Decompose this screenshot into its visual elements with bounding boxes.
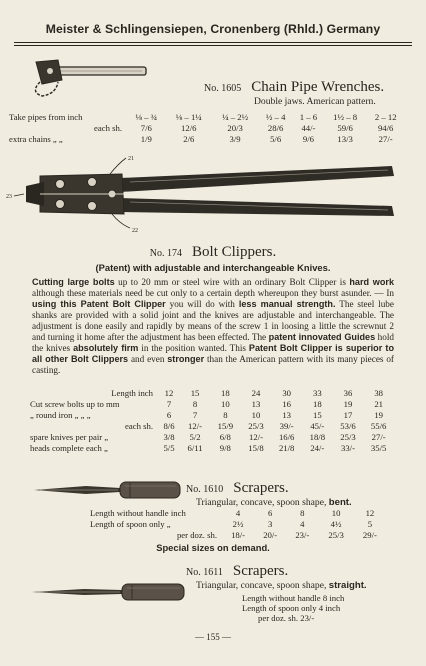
table-row — [30, 442, 394, 453]
table-cell: 16 — [282, 398, 292, 409]
table-cell: ⅛ – 1¼ — [175, 111, 202, 122]
table-cell: 6/11 — [187, 442, 203, 453]
table-cell: 4 — [300, 518, 305, 529]
table-cell: 27/- — [371, 431, 386, 442]
clipper-title — [0, 243, 426, 261]
emphasis-text: patent innovated Guides — [268, 332, 376, 342]
bolt-clipper-illustration — [0, 152, 426, 252]
table-cell: 19 — [343, 398, 353, 409]
row-label: each sh. — [125, 420, 153, 431]
table-cell: 18 — [312, 398, 322, 409]
table-cell: 3/8 — [163, 431, 175, 442]
row-label: Length of spoon only „ — [90, 518, 171, 529]
clipper-subtitle: (Patent) with adjustable and interchangeable Knives. — [95, 262, 331, 273]
scraper-table-body — [90, 507, 386, 540]
clipper-table-body — [30, 387, 394, 453]
take-pipes-label: Take pipes from inch — [9, 111, 83, 122]
body-text: although these materials need be cut only to a certain depth whereupon they burst asunder. — In — [32, 288, 394, 298]
scraper-straight-price: per doz. sh. 23/- — [258, 613, 315, 623]
scraper-straight-illustration — [28, 580, 198, 604]
table-cell: 12 — [164, 387, 174, 398]
table-cell: 59/6 — [337, 122, 353, 133]
table-cell: 18/- — [231, 529, 246, 540]
body-text: in the position wanted. This — [138, 343, 249, 353]
table-cell: 53/6 — [340, 420, 356, 431]
table-cell: ½ – 4 — [265, 111, 286, 122]
row-label: „ round iron „ „ „ — [30, 409, 91, 420]
table-cell: 7/6 — [140, 122, 152, 133]
table-cell: 10 — [221, 398, 230, 409]
body-text: and even — [128, 354, 168, 364]
row-label: per doz. sh. — [176, 529, 217, 540]
table-cell: 38 — [374, 387, 383, 398]
subtitle-text: Triangular, concave, spoon shape, — [196, 497, 329, 508]
scraper-bent-number: No. 1610 — [186, 484, 224, 495]
table-cell: 45/- — [310, 420, 325, 431]
table-cell: 13 — [282, 409, 292, 420]
scraper-straight-length: Length without handle 8 inch — [242, 593, 345, 603]
table-cell: 9/6 — [302, 133, 314, 144]
scraper-bent-table — [90, 507, 386, 540]
wrench-title — [204, 78, 384, 96]
table-cell: ¼ – 2½ — [222, 111, 249, 122]
table-row — [90, 507, 386, 518]
table-cell: 25/3 — [328, 529, 344, 540]
table-row — [30, 431, 394, 442]
table-cell: 16/6 — [278, 431, 295, 442]
emphasis-text: using this Patent Bolt Clipper — [32, 299, 166, 309]
wrench-subtitle: Double jaws. American pattern. — [254, 96, 376, 107]
page-number: — 155 — — [195, 632, 231, 642]
table-row — [9, 133, 405, 144]
table-cell: 13/3 — [337, 133, 353, 144]
scraper-straight-number: No. 1611 — [186, 567, 223, 578]
table-cell: 15/9 — [217, 420, 234, 431]
table-cell: 36 — [343, 387, 353, 398]
scraper-bent-title — [186, 479, 289, 497]
table-cell: 15/8 — [248, 442, 264, 453]
table-cell: 24/- — [310, 442, 325, 453]
table-cell: 18/8 — [309, 431, 326, 442]
emphasis-text: hard work — [349, 277, 394, 287]
table-cell: 18 — [221, 387, 230, 398]
row-label: Cut screw bolts up to mm — [30, 398, 120, 409]
table-cell: 3/9 — [229, 133, 241, 144]
table-cell: 2/6 — [183, 133, 195, 144]
table-row — [30, 398, 394, 409]
figure-label-top: 21 — [128, 156, 134, 162]
table-row — [9, 122, 405, 133]
table-row — [90, 529, 386, 540]
table-cell: 20/- — [263, 529, 278, 540]
body-text: The steel lube shanks are provided with a solid joint and the knives are adjustable and interchangeable. The adjustment is done easily and rapidly by means of the screw 1 in loosing a little the screwnut 2 and turning it home after the adjustment has been effected. The — [32, 299, 394, 342]
table-cell: 94/6 — [377, 122, 394, 133]
table-cell: 12 — [365, 507, 375, 518]
table-cell: 12/6 — [181, 122, 197, 133]
clipper-description — [32, 277, 394, 376]
body-text: hold the knives — [32, 332, 395, 353]
table-cell: 5/2 — [189, 431, 201, 442]
table-cell: 21/8 — [278, 442, 295, 453]
table-cell: 30 — [282, 387, 292, 398]
emphasis-text: stronger — [167, 354, 205, 364]
row-label: each sh. — [94, 122, 122, 133]
table-row — [9, 111, 405, 122]
table-cell: 55/6 — [370, 420, 387, 431]
table-cell: 2 – 12 — [374, 111, 397, 122]
table-cell: 7 — [166, 398, 172, 409]
table-cell: 15 — [312, 409, 322, 420]
table-cell: 25/3 — [340, 431, 356, 442]
table-cell: 33/- — [340, 442, 355, 453]
table-cell: 23/- — [295, 529, 310, 540]
subtitle-emphasis: straight. — [328, 580, 367, 591]
table-cell: 21 — [374, 398, 383, 409]
page-header: Meister & Schlingensiepen, Cronenberg (Rhld.) Germany — [45, 22, 381, 36]
table-cell: 19 — [374, 409, 383, 420]
table-row — [30, 409, 394, 420]
scraper-straight-name: Scrapers. — [232, 563, 289, 579]
table-cell: 1 – 6 — [299, 111, 318, 122]
scraper-bent-name: Scrapers. — [233, 480, 289, 496]
table-cell: 29/- — [362, 529, 377, 540]
body-text: you will do with — [165, 299, 239, 309]
table-cell: 12/- — [249, 431, 264, 442]
header-rule — [14, 42, 412, 43]
table-cell: 28/6 — [267, 122, 284, 133]
header-rule-thin — [14, 45, 412, 46]
table-cell: 20/3 — [227, 122, 243, 133]
table-cell: 8 — [192, 398, 198, 409]
special-sizes-note: Special sizes on demand. — [156, 542, 270, 553]
row-label: Length inch — [111, 387, 153, 398]
table-cell: 35/5 — [370, 442, 387, 453]
table-cell: 8/6 — [163, 420, 175, 431]
emphasis-text: Patent Bolt Clipper is superior to all other Bolt Clippers — [32, 343, 394, 364]
table-cell: 7 — [192, 409, 198, 420]
table-cell: ⅛ – ¾ — [135, 111, 158, 122]
table-cell: 9/8 — [219, 442, 231, 453]
table-cell: 24 — [251, 387, 261, 398]
table-cell: 1/9 — [140, 133, 152, 144]
table-cell: 4 — [235, 507, 241, 518]
table-cell: 5 — [367, 518, 373, 529]
row-label: extra chains „ „ — [9, 133, 63, 144]
table-cell: 8 — [223, 409, 228, 420]
table-cell: 1½ – 8 — [333, 111, 358, 122]
clipper-number: No. 174 — [149, 248, 183, 259]
subtitle-text: Triangular, concave, spoon shape, — [196, 580, 329, 591]
scraper-bent-illustration — [30, 478, 200, 502]
table-cell: 15 — [190, 387, 200, 398]
wrench-number: No. 1605 — [204, 83, 242, 94]
table-cell: 27/- — [378, 133, 393, 144]
row-label: Length without handle inch — [90, 507, 186, 518]
table-cell: 5/6 — [270, 133, 282, 144]
wrench-price-table — [9, 111, 405, 144]
table-cell: 10 — [331, 507, 341, 518]
table-cell: 17 — [343, 409, 353, 420]
figure-label-left: 23 — [6, 194, 12, 200]
scraper-straight-spoon-length: Length of spoon only 4 inch — [242, 603, 341, 613]
scraper-straight-title — [186, 562, 288, 580]
table-cell: 4½ — [330, 518, 342, 529]
table-cell: 8 — [300, 507, 305, 518]
table-cell: 3 — [268, 518, 273, 529]
table-row — [30, 420, 394, 431]
table-cell: 6 — [166, 409, 172, 420]
emphasis-text: Cutting large bolts — [32, 277, 115, 287]
body-text: up to 20 mm or steel wire with an ordinary Bolt Clipper is — [114, 277, 350, 287]
table-cell: 10 — [251, 409, 261, 420]
table-cell: 25/3 — [248, 420, 264, 431]
table-cell: 2½ — [232, 518, 244, 529]
row-label: heads complete each „ — [30, 442, 108, 453]
row-label: spare knives per pair „ — [30, 431, 109, 442]
table-cell: 5/5 — [163, 442, 175, 453]
table-cell: 44/- — [301, 122, 316, 133]
wrench-name: Chain Pipe Wrenches. — [251, 79, 385, 95]
scraper-straight-subtitle — [196, 580, 367, 591]
table-cell: 33 — [312, 387, 322, 398]
table-row — [90, 518, 386, 529]
table-cell: 12/- — [188, 420, 203, 431]
table-cell: 6/8 — [219, 431, 231, 442]
table-cell: 6 — [268, 507, 273, 518]
table-cell: 13 — [251, 398, 261, 409]
clipper-name: Bolt Clippers. — [192, 244, 277, 260]
table-row — [30, 387, 394, 398]
emphasis-text: less manual strength. — [238, 299, 336, 309]
clipper-price-table — [30, 387, 394, 453]
figure-label-bottom: 22 — [132, 228, 138, 234]
table-cell: 39/- — [279, 420, 294, 431]
body-text: than the American pattern with its many pieces of casting. — [32, 354, 394, 375]
emphasis-text: absolutely firm — [73, 343, 139, 353]
subtitle-emphasis: bent. — [328, 497, 352, 508]
